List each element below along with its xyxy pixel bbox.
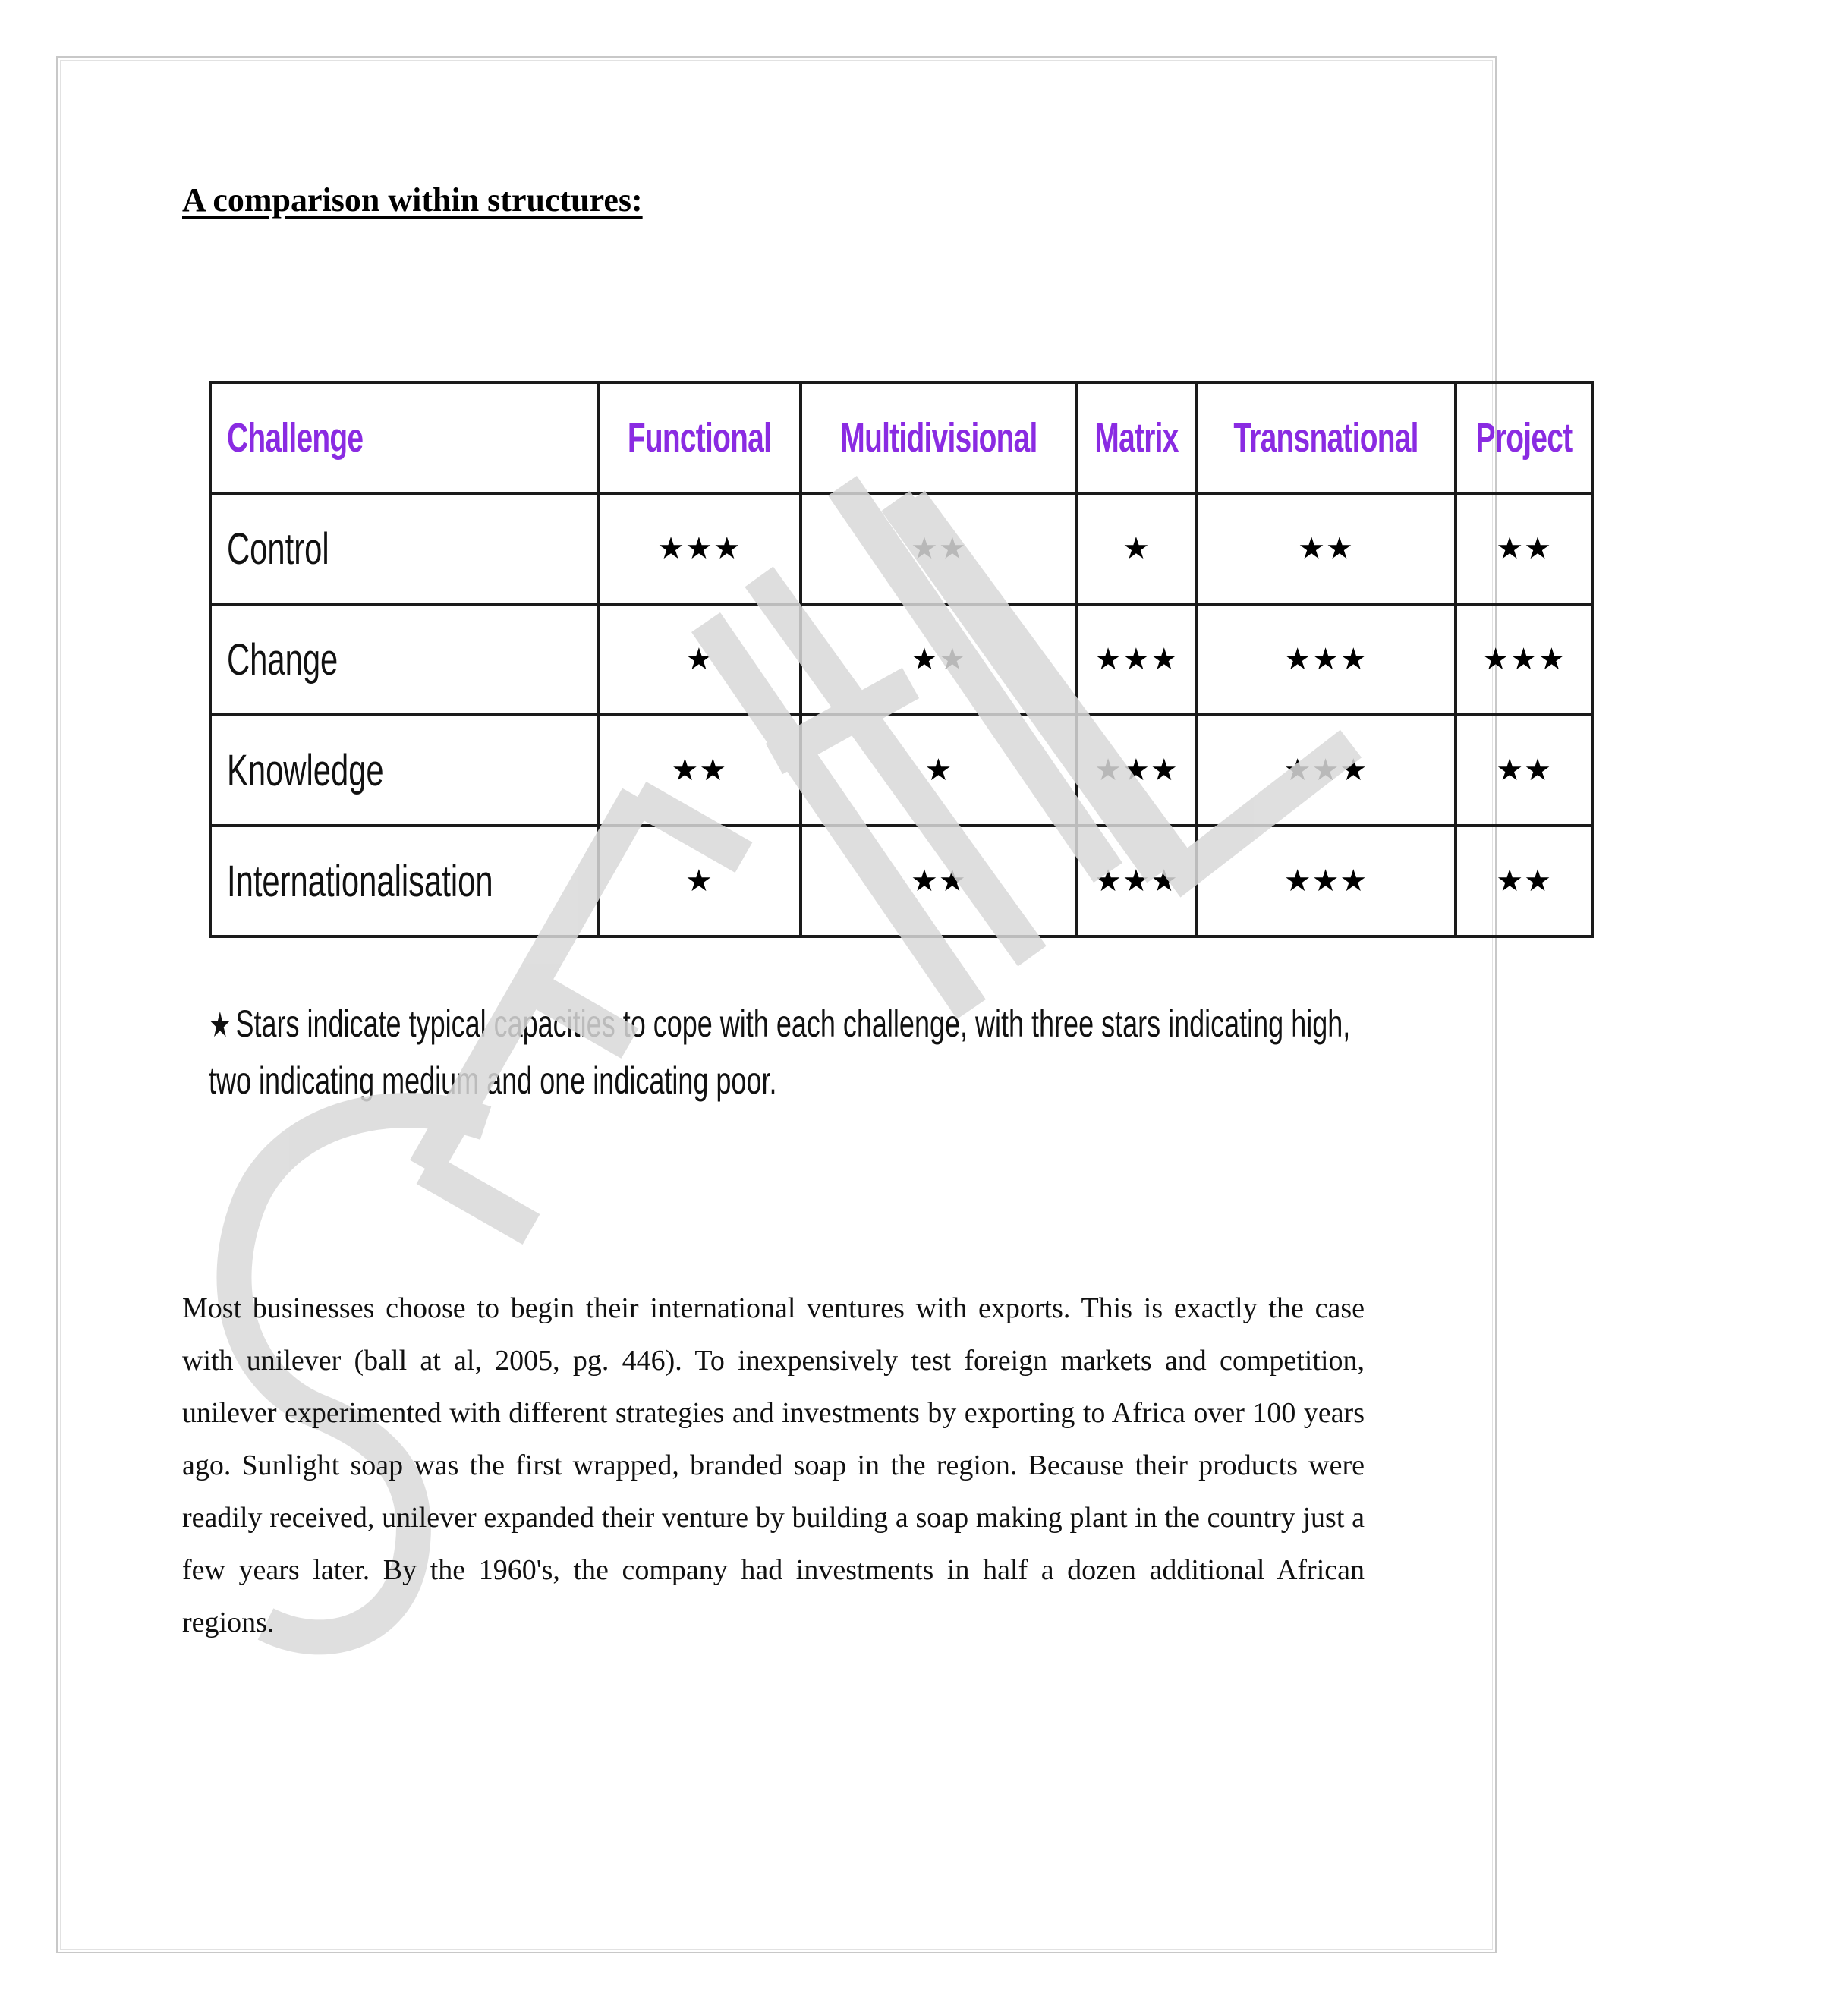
row-label-control: Control [210,493,598,604]
star-rating: ★★★ [1077,604,1196,715]
comparison-table-wrapper [209,381,1594,938]
header-multidivisional: Multidivisional [801,382,1077,493]
star-icon: ★ [209,1005,231,1044]
star-rating: ★★★ [1196,715,1456,826]
star-rating: ★ [1077,493,1196,604]
star-rating: ★★ [1456,493,1592,604]
star-rating: ★★ [801,493,1077,604]
star-rating: ★★★ [1456,604,1592,715]
star-rating: ★★★ [598,493,801,604]
row-label-internationalisation: Internationalisation [210,826,598,936]
table-row [210,604,1592,715]
table-row [210,826,1592,936]
star-rating: ★★★ [1077,826,1196,936]
star-rating: ★ [598,604,801,715]
star-rating: ★★★ [1196,826,1456,936]
star-rating: ★★ [801,604,1077,715]
table-row [210,493,1592,604]
footnote-text: Stars indicate typical capacities to cope with each challenge, with three stars indicating high, two indicating medium and one indicating poor. [209,1002,1351,1102]
comparison-table [209,381,1594,938]
star-rating: ★★ [801,826,1077,936]
star-rating: ★★★ [1196,604,1456,715]
star-rating: ★★ [1456,826,1592,936]
star-rating: ★ [598,826,801,936]
table-footnote [209,996,1393,1109]
star-rating: ★★ [1196,493,1456,604]
table-row [210,715,1592,826]
star-rating: ★★ [598,715,801,826]
star-rating: ★ [801,715,1077,826]
header-functional: Functional [598,382,801,493]
header-matrix: Matrix [1077,382,1196,493]
header-transnational: Transnational [1196,382,1456,493]
row-label-change: Change [210,604,598,715]
header-project: Project [1456,382,1592,493]
header-challenge: Challenge [210,382,598,493]
section-heading: A comparison within structures: [182,181,643,219]
row-label-knowledge: Knowledge [210,715,598,826]
body-paragraph: Most businesses choose to begin their international ventures with exports. This is exactly the case with unilever (ball at al, 2005, pg. 446). To inexpensively test foreign markets and competition, unilever experimented with different strategies and investments by exporting to Africa over 100 years ago. Sunlight soap was the first wrapped, branded soap in the region. Because their products were readily received, unilever expanded their venture by building a soap making plant in the country just a few years later. By the 1960's, the company had investments in half a dozen additional African regions. [182,1292,1365,1638]
star-rating: ★★ [1456,715,1592,826]
star-rating: ★★★ [1077,715,1196,826]
table-header-row [210,382,1592,493]
